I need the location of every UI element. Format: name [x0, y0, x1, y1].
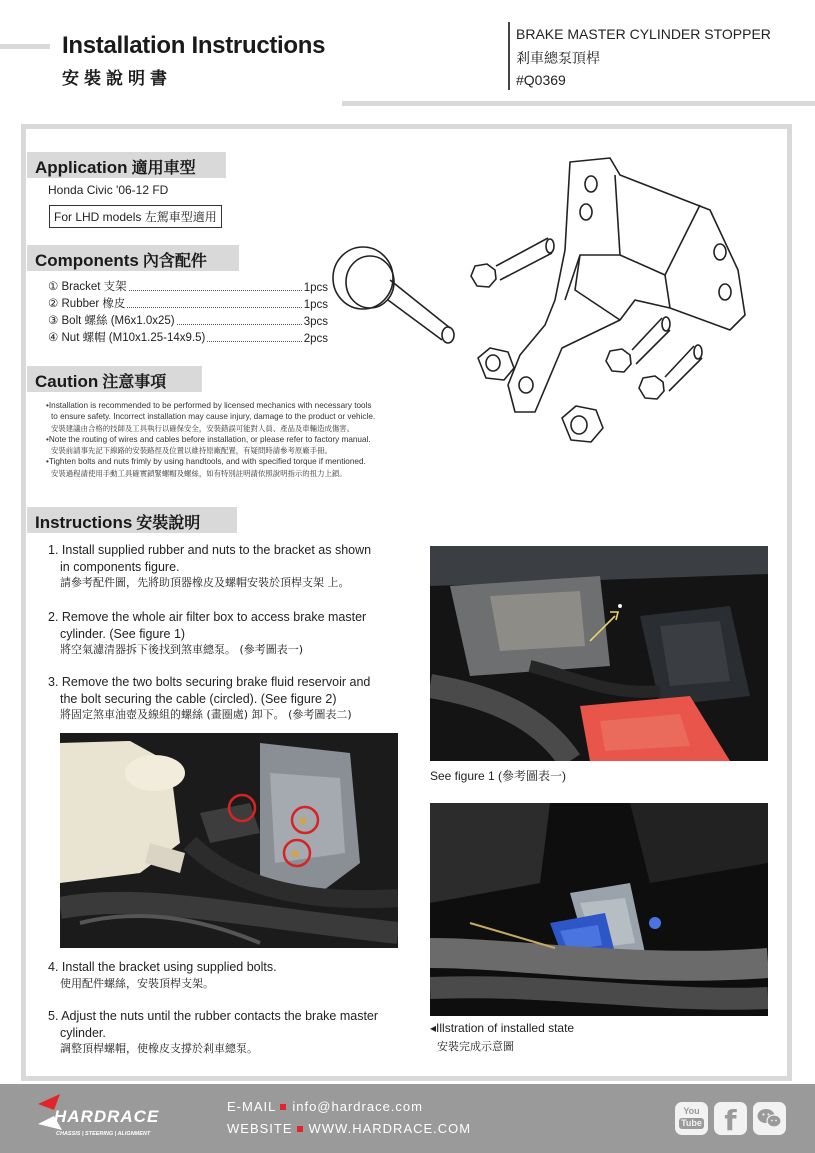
header-rule-left — [0, 44, 50, 49]
application-heading-en: Application — [35, 158, 128, 177]
instructions-heading — [27, 507, 237, 533]
bracket-drawing — [508, 158, 745, 412]
component-qty: 1pcs — [303, 299, 328, 311]
bolt-drawing — [606, 317, 670, 372]
component-qty: 1pcs — [303, 282, 328, 294]
instruction-step: 1. Install supplied rubber and nuts to the bracket as shown in components figure. 請參考配件圖，先將助頂器橡皮及螺帽安裝於頂桿支架 上。 — [48, 543, 372, 589]
instruction-step: 2. Remove the whole air filter box to access brake master cylinder. (See figure 1) 將空氣濾清器拆下後找到煞車總泵。 (參考圖表一) — [48, 610, 367, 656]
bolt-drawing — [639, 345, 702, 399]
caution-item: •Tighten bolts and nuts frimly by using handtools, and with specified torque if mentioned. 安裝過程請使用手動工具確實鎖緊螺帽及螺絲，如有特別註明請依照說明指示的扭力上鎖。 — [46, 457, 366, 478]
vehicle-model: Honda Civic '06-12 FD — [48, 183, 169, 197]
components-heading — [27, 245, 239, 271]
product-code: #Q0369 — [516, 72, 566, 88]
component-name: ② Rubber 橡皮 — [48, 298, 126, 310]
instructions-heading-en: Instructions — [35, 513, 133, 532]
header-rule-right — [342, 101, 815, 106]
nut-drawing — [562, 406, 603, 442]
page-title-zh: 安裝說明書 — [62, 69, 172, 89]
component-row — [48, 330, 328, 345]
caution-list — [46, 400, 466, 479]
component-row — [48, 296, 328, 311]
footer-website — [227, 1121, 471, 1136]
caution-heading — [27, 366, 202, 392]
footer-email — [227, 1099, 423, 1114]
website-link[interactable]: WWW.HARDRACE.COM — [308, 1121, 472, 1136]
component-row — [48, 313, 328, 328]
caution-heading-zh: 注意事項 — [102, 372, 167, 391]
bolt-drawing — [471, 238, 554, 287]
instructions-heading-zh: 安裝說明 — [136, 513, 201, 532]
wechat-icon[interactable] — [753, 1102, 786, 1135]
components-heading-zh: 內含配件 — [142, 251, 207, 270]
youtube-icon[interactable]: You Tube — [675, 1102, 708, 1135]
rubber-drawing — [333, 247, 454, 343]
page-title: Installation Instructions — [62, 32, 326, 59]
figure-3-caption-zh: 安裝完成示意圖 — [437, 1040, 514, 1053]
application-heading — [27, 152, 226, 178]
application-heading-zh: 適用車型 — [131, 158, 196, 177]
figure-1-photo — [430, 546, 768, 761]
component-qty: 2pcs — [303, 333, 328, 345]
facebook-icon[interactable]: f — [714, 1102, 747, 1135]
figure-1-caption: See figure 1 (參考圖表一) — [430, 769, 567, 783]
email-label: E-MAIL — [227, 1099, 277, 1114]
product-name: BRAKE MASTER CYLINDER STOPPER — [516, 26, 771, 42]
component-name: ① Bracket 支架 — [48, 281, 127, 293]
component-name: ④ Nut 螺帽 (M10x1.25-14x9.5) — [48, 332, 206, 344]
bullet-icon — [297, 1126, 303, 1132]
logo-wordmark: HARDRACE — [54, 1107, 160, 1126]
caution-item: •Installation is recommended to be performed by licensed mechanics with necessary tools to ensure safety. Incorrect installation may cause injury, damage to the product or vehicle. 安裝建議由合格的技師及工具執行以確保安全，安裝錯誤可能對人員、產品及車輛造成傷害。 — [46, 401, 376, 433]
hardrace-logo — [32, 1092, 192, 1142]
instruction-step: 3. Remove the two bolts securing brake fluid reservoir and the bolt securing the cable (circled). (See figure 2) 將固定煞車油壺及線組的螺絲 (畫圈處) 卸下。 (參考圖表二) — [48, 675, 371, 721]
header-divider — [508, 22, 510, 90]
figure-3-caption: ◂Illstration of installed state — [430, 1021, 575, 1035]
lhd-note: For LHD models 左駕車型適用 — [49, 205, 222, 228]
components-heading-en: Components — [35, 251, 139, 270]
component-qty: 3pcs — [303, 316, 328, 328]
product-name-zh: 剎車總泵頂桿 — [516, 51, 600, 67]
component-row — [48, 279, 328, 294]
component-name: ③ Bolt 螺絲 (M6x1.0x25) — [48, 315, 175, 327]
caution-heading-en: Caution — [35, 372, 99, 391]
email-link[interactable]: info@hardrace.com — [292, 1099, 423, 1114]
logo-tagline: CHASSIS | STEERING | ALIGNMENT — [56, 1131, 151, 1137]
figure-2-photo — [60, 733, 398, 948]
figure-3-photo — [430, 803, 768, 1016]
instruction-step: 5. Adjust the nuts until the rubber contacts the brake master cylinder. 調整頂桿螺帽，使橡皮支撐於剎車總泵。 — [48, 1009, 379, 1055]
instruction-step: 4. Install the bracket using supplied bolts. 使用配件螺絲，安裝頂桿支架。 — [48, 960, 277, 990]
caution-item: •Note the routing of wires and cables before installation, or please refer to factory manual. 安裝前請事先記下線路的安裝路徑及位置以維持原廠配置，有疑問時請參考原廠手冊。 — [46, 434, 371, 456]
bullet-icon — [280, 1104, 286, 1110]
website-label: WEBSITE — [227, 1121, 293, 1136]
nut-drawing — [478, 348, 514, 380]
